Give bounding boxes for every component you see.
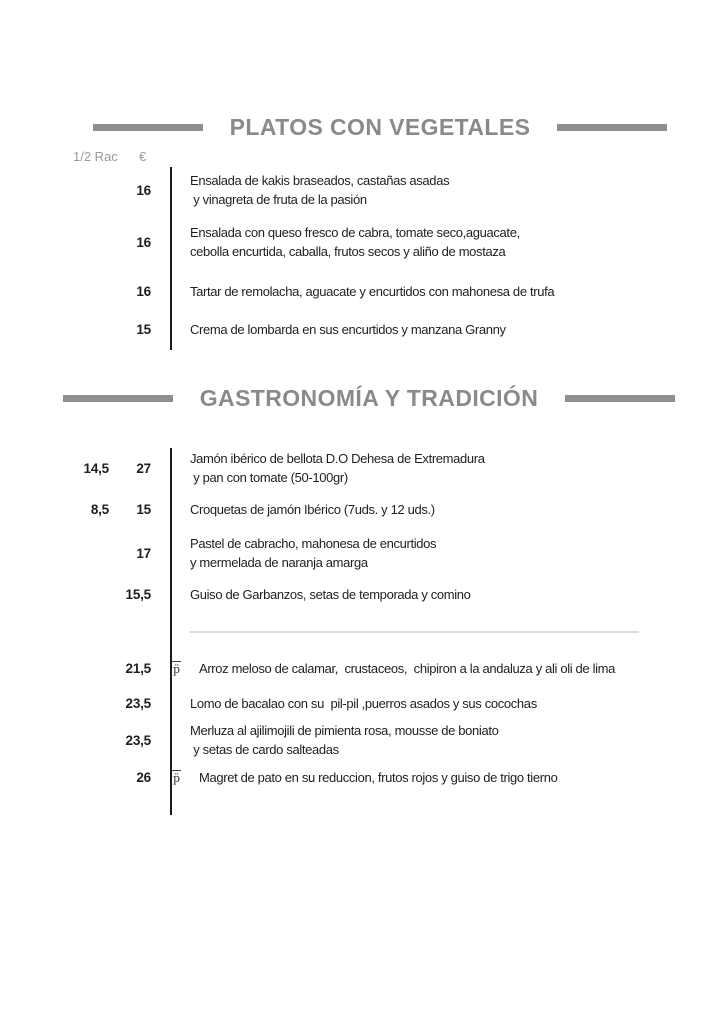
dish-description [151, 585, 693, 604]
menu-item-row [73, 659, 693, 678]
price: 23,5 [125, 732, 151, 748]
price: 16 [136, 182, 151, 198]
header-bar-right [565, 395, 675, 402]
dish-line: cebolla encurtida, caballa, frutos secos y aliño de mostaza [190, 244, 506, 259]
section-title: GASTRONOMÍA Y TRADICIÓN [199, 385, 539, 411]
menu-item-row [73, 500, 693, 519]
price: 27 [136, 460, 151, 476]
menu-item-row [73, 768, 693, 787]
dish-line: Ensalada de kakis braseados, castañas asadas [190, 173, 450, 188]
menu-item-row [73, 534, 693, 572]
header-bar-right [557, 124, 667, 131]
dish-line: Tartar de remolacha, aguacate y encurtidos con mahonesa de trufa [190, 284, 555, 299]
half-portion-column-label: 1/2 Rac [73, 149, 118, 164]
dish-line: Merluza al ajilimojili de pimienta rosa, mousse de boniato [190, 723, 499, 738]
dish-line: y pan con tomate (50-100gr) [190, 470, 348, 485]
section-header-vegetales [0, 114, 724, 141]
menu-item-row [73, 585, 693, 604]
dish-description [151, 768, 693, 787]
dish-description [151, 223, 693, 261]
dish-line: Croquetas de jamón Ibérico (7uds. y 12 uds.) [190, 502, 435, 517]
dish-description [151, 320, 693, 339]
dish-description [151, 721, 693, 759]
dish-description [151, 282, 693, 301]
dish-line: y mermelada de naranja amarga [190, 555, 368, 570]
menu-item-row [73, 171, 693, 209]
menu-item-row [73, 223, 693, 261]
dish-line: Crema de lombarda en sus encurtidos y manzana Granny [190, 322, 506, 337]
menu-item-row [73, 449, 693, 487]
dish-description [151, 659, 693, 678]
dish-line: Pastel de cabracho, mahonesa de encurtidos [190, 536, 437, 551]
price: 23,5 [125, 696, 151, 711]
price: 21,5 [125, 661, 151, 676]
menu-item-row [73, 320, 693, 339]
price: 15 [136, 502, 151, 517]
dish-line: Ensalada con queso fresco de cabra, tomate seco,aguacate, [190, 225, 520, 240]
dish-description [151, 171, 693, 209]
section-title: PLATOS CON VEGETALES [229, 114, 531, 140]
dish-line: Guiso de Garbanzos, setas de temporada y comino [190, 587, 471, 602]
half-portion-price: 8,5 [90, 502, 109, 517]
dish-description [151, 500, 693, 519]
currency-column-label: € [139, 149, 147, 164]
dish-line: Lomo de bacalao con su pil-pil ,puerros asados y sus cocochas [190, 696, 537, 711]
header-bar-left [63, 395, 173, 402]
price: 16 [136, 284, 151, 299]
dish-line: y vinagreta de fruta de la pasión [190, 192, 367, 207]
menu-item-row [73, 694, 693, 713]
dish-line: Jamón ibérico de bellota D.O Dehesa de Extremadura [190, 451, 485, 466]
header-bar-left [93, 124, 203, 131]
price: 17 [136, 545, 151, 561]
menu-item-row [73, 721, 693, 759]
price: 15,5 [125, 587, 151, 602]
dish-line: Arroz meloso de calamar, crustaceos, chipiron a la andaluza y ali oli de lima [199, 661, 616, 676]
dish-line: y setas de cardo salteadas [190, 742, 339, 757]
price: 15 [136, 322, 151, 337]
dish-marker-icon: p̈ [173, 662, 181, 676]
price: 26 [136, 770, 151, 785]
dish-description [151, 694, 693, 713]
dish-marker-icon: p̈ [173, 771, 181, 785]
dish-description [151, 534, 693, 572]
price: 16 [136, 234, 151, 250]
section-header-gastronomia [0, 385, 724, 412]
subsection-divider [189, 631, 639, 633]
menu-item-row [73, 282, 693, 301]
dish-description [151, 449, 693, 487]
half-portion-price: 14,5 [83, 460, 109, 476]
dish-line: Magret de pato en su reduccion, frutos rojos y guiso de trigo tierno [199, 770, 558, 785]
